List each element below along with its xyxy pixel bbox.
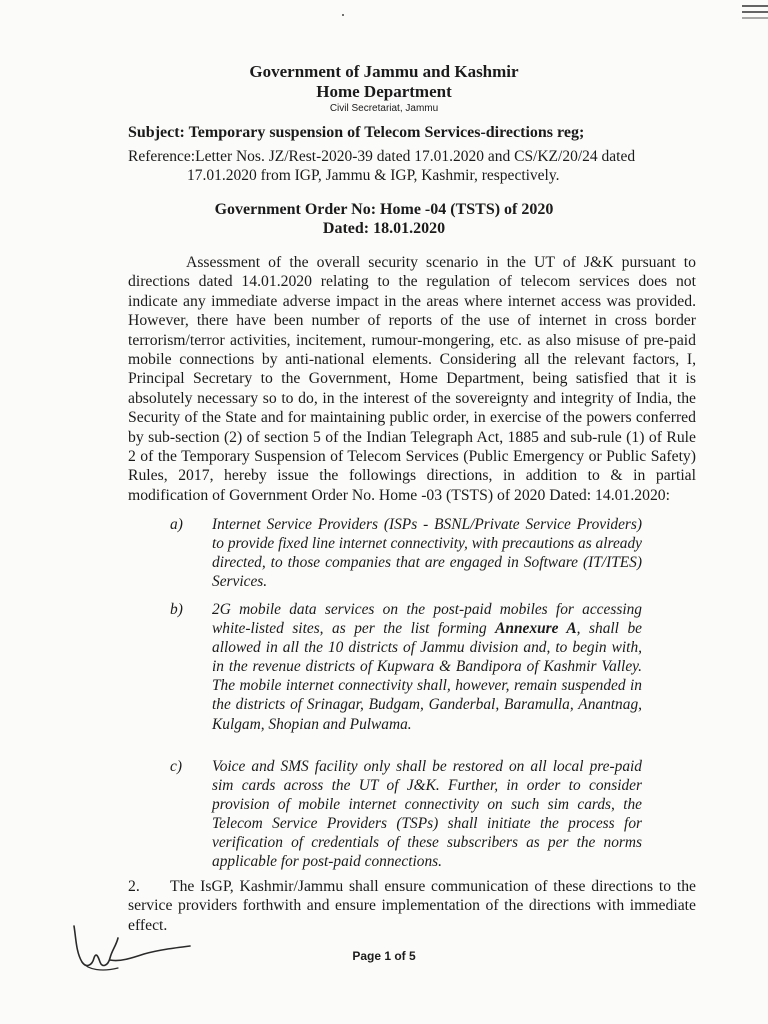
direction-text-part: 2G mobile data services on the post-paid mobiles for accessing white-listed sites, as per the list forming bbox=[212, 601, 642, 638]
direction-letter: b) bbox=[170, 601, 183, 618]
direction-item-b bbox=[170, 600, 642, 734]
office-address: Civil Secretariat, Jammu bbox=[329, 103, 439, 114]
scan-speck bbox=[342, 14, 344, 16]
government-title: Government of Jammu and Kashmir bbox=[249, 62, 519, 81]
handwritten-signature bbox=[62, 918, 212, 978]
direction-text: Internet Service Providers (ISPs - BSNL/Private Service Providers) to provide fixed line internet connectivity, with precautions as already directed, to those companies that are engaged in Software (IT/ITES) Services. bbox=[212, 516, 642, 591]
main-paragraph: Assessment of the overall security scenario in the UT of J&K pursuant to directions dated 14.01.2020 relating to the regulation of telecom services does not indicate any immediate adverse impact in the areas where internet access was provided. However, there have been number of reports of the use of internet in cross border terrorism/terror activities, incitement, rumour-mongering, etc. as also misuse of pre-paid mobile connections by anti-national elements. Considering all the relevant factors, I, Principal Secretary to the Government, Home Department, being satisfied that it is absolutely necessary so to do, in the interest of the sovereignty and integrity of India, the Security of the State and for maintaining public order, in exercise of the powers conferred by sub-section (2) of section 5 of the Indian Telegraph Act, 1885 and sub-rule (1) of Rule 2 of the Temporary Suspension of Telecom Services (Public Emergency or Public Safety) Rules, 2017, hereby issue the followings directions, in addition to & in partial modification of Government Order No. Home -03 (TSTS) of 2020 Dated: 14.01.2020: bbox=[128, 254, 696, 504]
order-number: Government Order No: Home -04 (TSTS) of 2020 bbox=[214, 201, 554, 218]
direction-text bbox=[212, 600, 642, 734]
corner-scan-marks bbox=[738, 0, 768, 24]
direction-item-a bbox=[170, 515, 642, 591]
paragraph-2-text: The IsGP, Kashmir/Jammu shall ensure communication of these directions to the service providers forthwith and ensure implementation of the directions with immediate effect. bbox=[128, 878, 696, 934]
paragraph-2 bbox=[128, 877, 696, 935]
annexure-reference: Annexure A bbox=[495, 620, 577, 638]
direction-text: Voice and SMS facility only shall be restored on all local pre-paid sim cards across the UT of J&K. Further, in order to consider provision of mobile internet connectivity on such sim cards, the Telecom Service Providers (TSPs) shall initiate the process for verification of credentials of these subscribers as per the norms applicable for post-paid connections. bbox=[212, 758, 642, 871]
paragraph-number: 2. bbox=[128, 878, 140, 895]
page-number: Page 1 of 5 bbox=[352, 949, 416, 963]
direction-item-c bbox=[170, 757, 642, 872]
reference-line-2: 17.01.2020 from IGP, Jammu & IGP, Kashmir, respectively. bbox=[187, 167, 560, 184]
subject-line: Subject: Temporary suspension of Telecom Services-directions reg; bbox=[128, 124, 585, 141]
department-title: Home Department bbox=[316, 82, 452, 101]
reference-line-1: Reference:Letter Nos. JZ/Rest-2020-39 dated 17.01.2020 and CS/KZ/20/24 dated bbox=[128, 148, 636, 165]
direction-letter: a) bbox=[170, 516, 183, 533]
direction-text-part: , shall be allowed in all the 10 districts of Jammu division and, to begin with, in the revenue districts of Kupwara & Bandipora of Kashmir Valley. The mobile internet connectivity shall, however, remain suspended in the districts of Srinagar, Budgam, Ganderbal, Baramulla, Anantnag, Kulgam, Shopian and Pulwama. bbox=[212, 620, 642, 733]
order-date: Dated: 18.01.2020 bbox=[322, 220, 446, 237]
direction-letter: c) bbox=[170, 758, 182, 775]
